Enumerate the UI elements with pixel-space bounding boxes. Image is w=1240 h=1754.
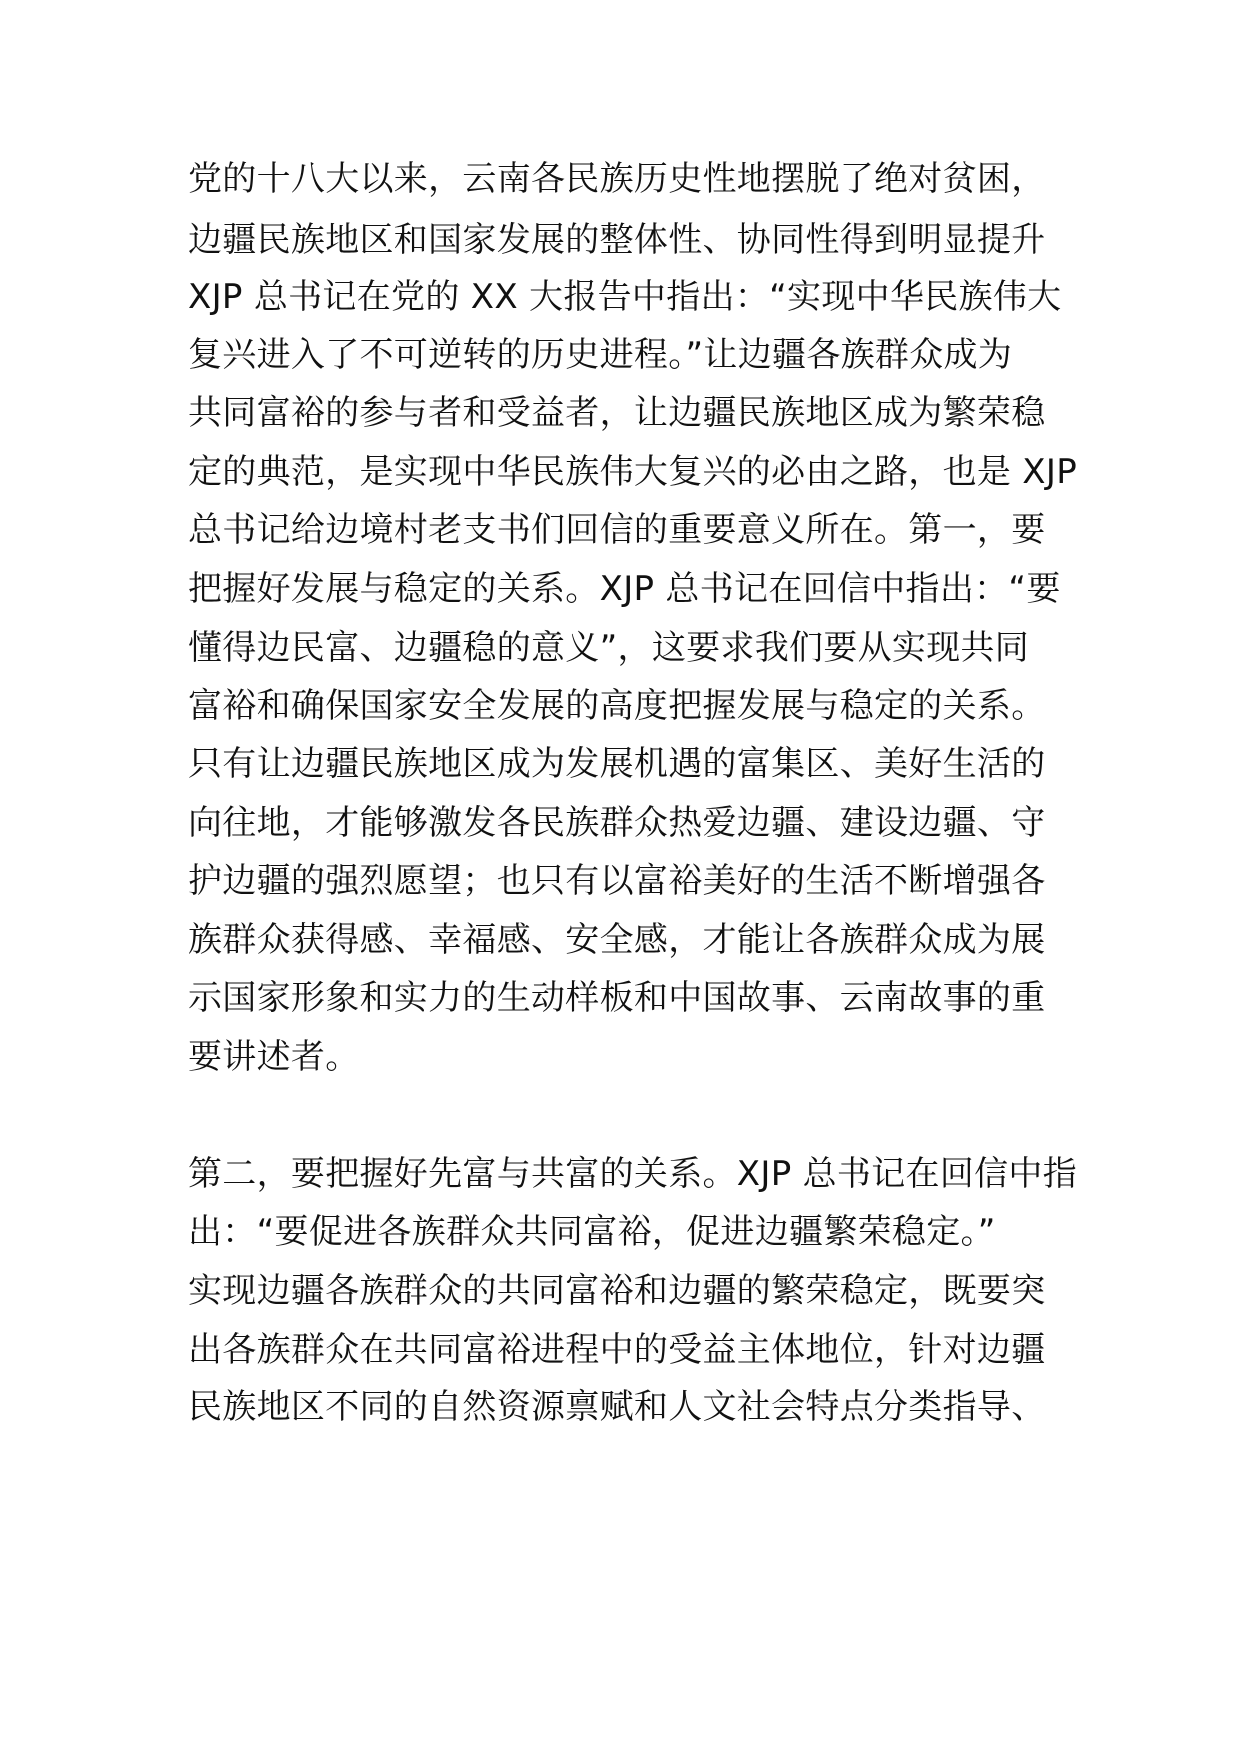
text-line: 边疆民族地区和国家发展的整体性、协同性得到明显提升	[188, 220, 1046, 260]
text-line: 实现边疆各族群众的共同富裕和边疆的繁荣稳定，既要突	[188, 1271, 1046, 1311]
text-line: 总书记给边境村老支书们回信的重要意义所在。第一，要	[188, 510, 1046, 550]
text-line: 护边疆的强烈愿望；也只有以富裕美好的生活不断增强各	[188, 861, 1046, 901]
text-line: 出各族群众在共同富裕进程中的受益主体地位，针对边疆	[188, 1330, 1046, 1370]
text-line: 要讲述者。	[188, 1037, 360, 1077]
text-line: 懂得边民富、边疆稳的意义”，这要求我们要从实现共同	[188, 628, 1030, 668]
text-line: 民族地区不同的自然资源禀赋和人文社会特点分类指导、	[188, 1387, 1046, 1427]
text-line: 党的十八大以来，云南各民族历史性地摆脱了绝对贫困，	[188, 159, 1046, 199]
text-line: 族群众获得感、幸福感、安全感，才能让各族群众成为展	[188, 920, 1046, 960]
text-line: 第二，要把握好先富与共富的关系。XJP 总书记在回信中指	[188, 1154, 1078, 1194]
text-line: 只有让边疆民族地区成为发展机遇的富集区、美好生活的	[188, 744, 1046, 784]
text-line: 出：“要促进各族群众共同富裕，促进边疆繁荣稳定。”	[188, 1212, 996, 1252]
text-line: XJP 总书记在党的 XX 大报告中指出：“实现中华民族伟大	[188, 277, 1062, 317]
text-line: 定的典范，是实现中华民族伟大复兴的必由之路，也是 XJP	[188, 452, 1078, 492]
text-line: 示国家形象和实力的生动样板和中国故事、云南故事的重	[188, 978, 1046, 1018]
text-line: 向往地，才能够激发各民族群众热爱边疆、建设边疆、守	[188, 803, 1046, 843]
text-line: 富裕和确保国家安全发展的高度把握发展与稳定的关系。	[188, 686, 1046, 726]
text-line: 把握好发展与稳定的关系。XJP 总书记在回信中指出：“要	[188, 569, 1061, 609]
text-line: 共同富裕的参与者和受益者，让边疆民族地区成为繁荣稳	[188, 393, 1046, 433]
text-line: 复兴进入了不可逆转的历史进程。”让边疆各族群众成为	[188, 335, 1013, 375]
